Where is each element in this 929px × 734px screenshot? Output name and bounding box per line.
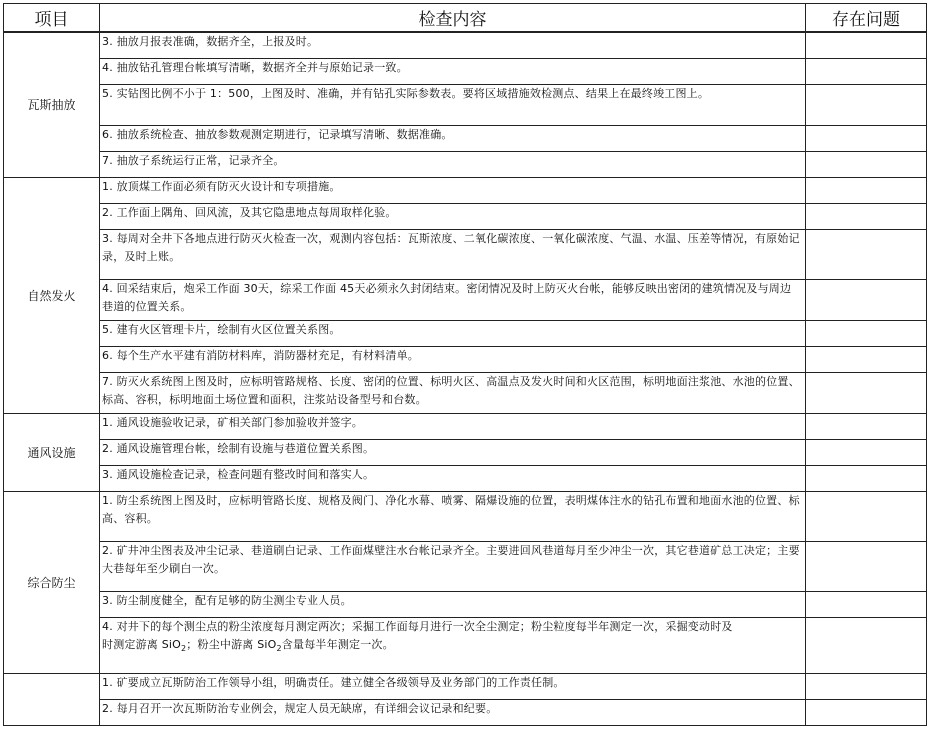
table-row <box>4 617 927 673</box>
issue-cell[interactable] <box>806 279 927 320</box>
category-unlabeled <box>4 673 100 725</box>
check-item: 1. 通风设施验收记录，矿相关部门参加验收并签字。 <box>100 413 806 439</box>
category-gas-drainage: 瓦斯抽放 <box>4 32 100 177</box>
inspection-table <box>3 3 927 726</box>
issue-cell[interactable] <box>806 203 927 229</box>
header-item: 项目 <box>4 4 100 33</box>
check-item: 6. 每个生产水平建有消防材料库，消防器材充足，有材料清单。 <box>100 346 806 372</box>
issue-cell[interactable] <box>806 673 927 699</box>
check-item: 7. 抽放子系统运行正常，记录齐全。 <box>100 151 806 177</box>
table-row <box>4 673 927 699</box>
category-ventilation: 通风设施 <box>4 413 100 491</box>
issue-cell[interactable] <box>806 541 927 591</box>
table-row <box>4 151 927 177</box>
table-row <box>4 541 927 591</box>
check-item: 2. 通风设施管理台帐，绘制有设施与巷道位置关系图。 <box>100 439 806 465</box>
issue-cell[interactable] <box>806 465 927 491</box>
table-row <box>4 372 927 413</box>
check-item: 1. 防尘系统图上图及时，应标明管路长度、规格及阀门、净化水幕、喷雾、隔爆设施的位置，表明煤体注水的钻孔布置和地面水池的位置、标高、容积。 <box>100 491 806 541</box>
category-dust-control: 综合防尘 <box>4 491 100 673</box>
table-row <box>4 177 927 203</box>
table-row <box>4 203 927 229</box>
table-row <box>4 591 927 617</box>
issue-cell[interactable] <box>806 617 927 673</box>
dust-line-1: 4. 对井下的每个测尘点的粉尘浓度每月测定两次；采掘工作面每月进行一次全尘测定；粉尘粒度每半年测定一次，采掘变动时及 <box>102 619 733 633</box>
table-row <box>4 413 927 439</box>
issue-cell[interactable] <box>806 413 927 439</box>
table-row <box>4 229 927 279</box>
check-item: 3. 每周对全井下各地点进行防灭火检查一次，观测内容包括：瓦斯浓度、二氧化碳浓度、一氧化碳浓度、气温、水温、压差等情况，有原始记录，及时上账。 <box>100 229 806 279</box>
issue-cell[interactable] <box>806 439 927 465</box>
table-row <box>4 439 927 465</box>
check-item: 2. 工作面上隅角、回风流，及其它隐患地点每周取样化验。 <box>100 203 806 229</box>
check-item: 5. 实钻图比例不小于 1：500，上图及时、准确，并有钻孔实际参数表。要将区域措施效检测点、结果上在最终竣工图上。 <box>100 84 806 125</box>
check-item-dust-measurement <box>100 617 806 673</box>
table-row <box>4 125 927 151</box>
check-item: 4. 回采结束后，炮采工作面 30天，综采工作面 45天必须永久封闭结束。密闭情况及时上防灭火台帐，能够反映出密闭的建筑情况及与周边巷道的位置关系。 <box>100 279 806 320</box>
issue-cell[interactable] <box>806 591 927 617</box>
issue-cell[interactable] <box>806 151 927 177</box>
header-content: 检查内容 <box>100 4 806 33</box>
table-row <box>4 699 927 725</box>
check-item: 7. 防灭火系统图上图及时，应标明管路规格、长度、密闭的位置、标明火区、高温点及发火时间和火区范围，标明地面注浆池、水池的位置、标高、容积，标明地面土场位置和面积，注浆站设备型号和台数。 <box>100 372 806 413</box>
issue-cell[interactable] <box>806 372 927 413</box>
issue-cell[interactable] <box>806 84 927 125</box>
check-item: 1. 放顶煤工作面必须有防灭火设计和专项措施。 <box>100 177 806 203</box>
table-row <box>4 32 927 58</box>
check-item: 5. 建有火区管理卡片，绘制有火区位置关系图。 <box>100 320 806 346</box>
issue-cell[interactable] <box>806 346 927 372</box>
header-issue: 存在问题 <box>806 4 927 33</box>
header-row <box>4 4 927 33</box>
table-row <box>4 58 927 84</box>
check-item: 3. 抽放月报表准确，数据齐全，上报及时。 <box>100 32 806 58</box>
table-row <box>4 279 927 320</box>
check-item: 3. 防尘制度健全，配有足够的防尘测尘专业人员。 <box>100 591 806 617</box>
check-item: 1. 矿要成立瓦斯防治工作领导小组，明确责任。建立健全各级领导及业务部门的工作责任制。 <box>100 673 806 699</box>
dust-line-2: 时测定游离 SiO$_2$；粉尘中游离 SiO$_2$含量每半年测定一次。 <box>102 637 394 653</box>
issue-cell[interactable] <box>806 229 927 279</box>
table-row <box>4 491 927 541</box>
issue-cell[interactable] <box>806 320 927 346</box>
issue-cell[interactable] <box>806 699 927 725</box>
issue-cell[interactable] <box>806 32 927 58</box>
issue-cell[interactable] <box>806 125 927 151</box>
table-row <box>4 465 927 491</box>
check-item: 6. 抽放系统检查、抽放参数观测定期进行，记录填写清晰、数据准确。 <box>100 125 806 151</box>
check-item: 2. 每月召开一次瓦斯防治专业例会，规定人员无缺席，有详细会议记录和纪要。 <box>100 699 806 725</box>
table-row <box>4 84 927 125</box>
issue-cell[interactable] <box>806 58 927 84</box>
category-spontaneous-combustion: 自然发火 <box>4 177 100 413</box>
check-item: 2. 矿井冲尘图表及冲尘记录、巷道刷白记录、工作面煤壁注水台帐记录齐全。主要进回风巷道每月至少冲尘一次，其它巷道矿总工决定；主要大巷每年至少刷白一次。 <box>100 541 806 591</box>
table-row <box>4 320 927 346</box>
issue-cell[interactable] <box>806 177 927 203</box>
table-row <box>4 346 927 372</box>
issue-cell[interactable] <box>806 491 927 541</box>
check-item: 4. 抽放钻孔管理台帐填写清晰，数据齐全并与原始记录一致。 <box>100 58 806 84</box>
check-item: 3. 通风设施检查记录，检查问题有整改时间和落实人。 <box>100 465 806 491</box>
